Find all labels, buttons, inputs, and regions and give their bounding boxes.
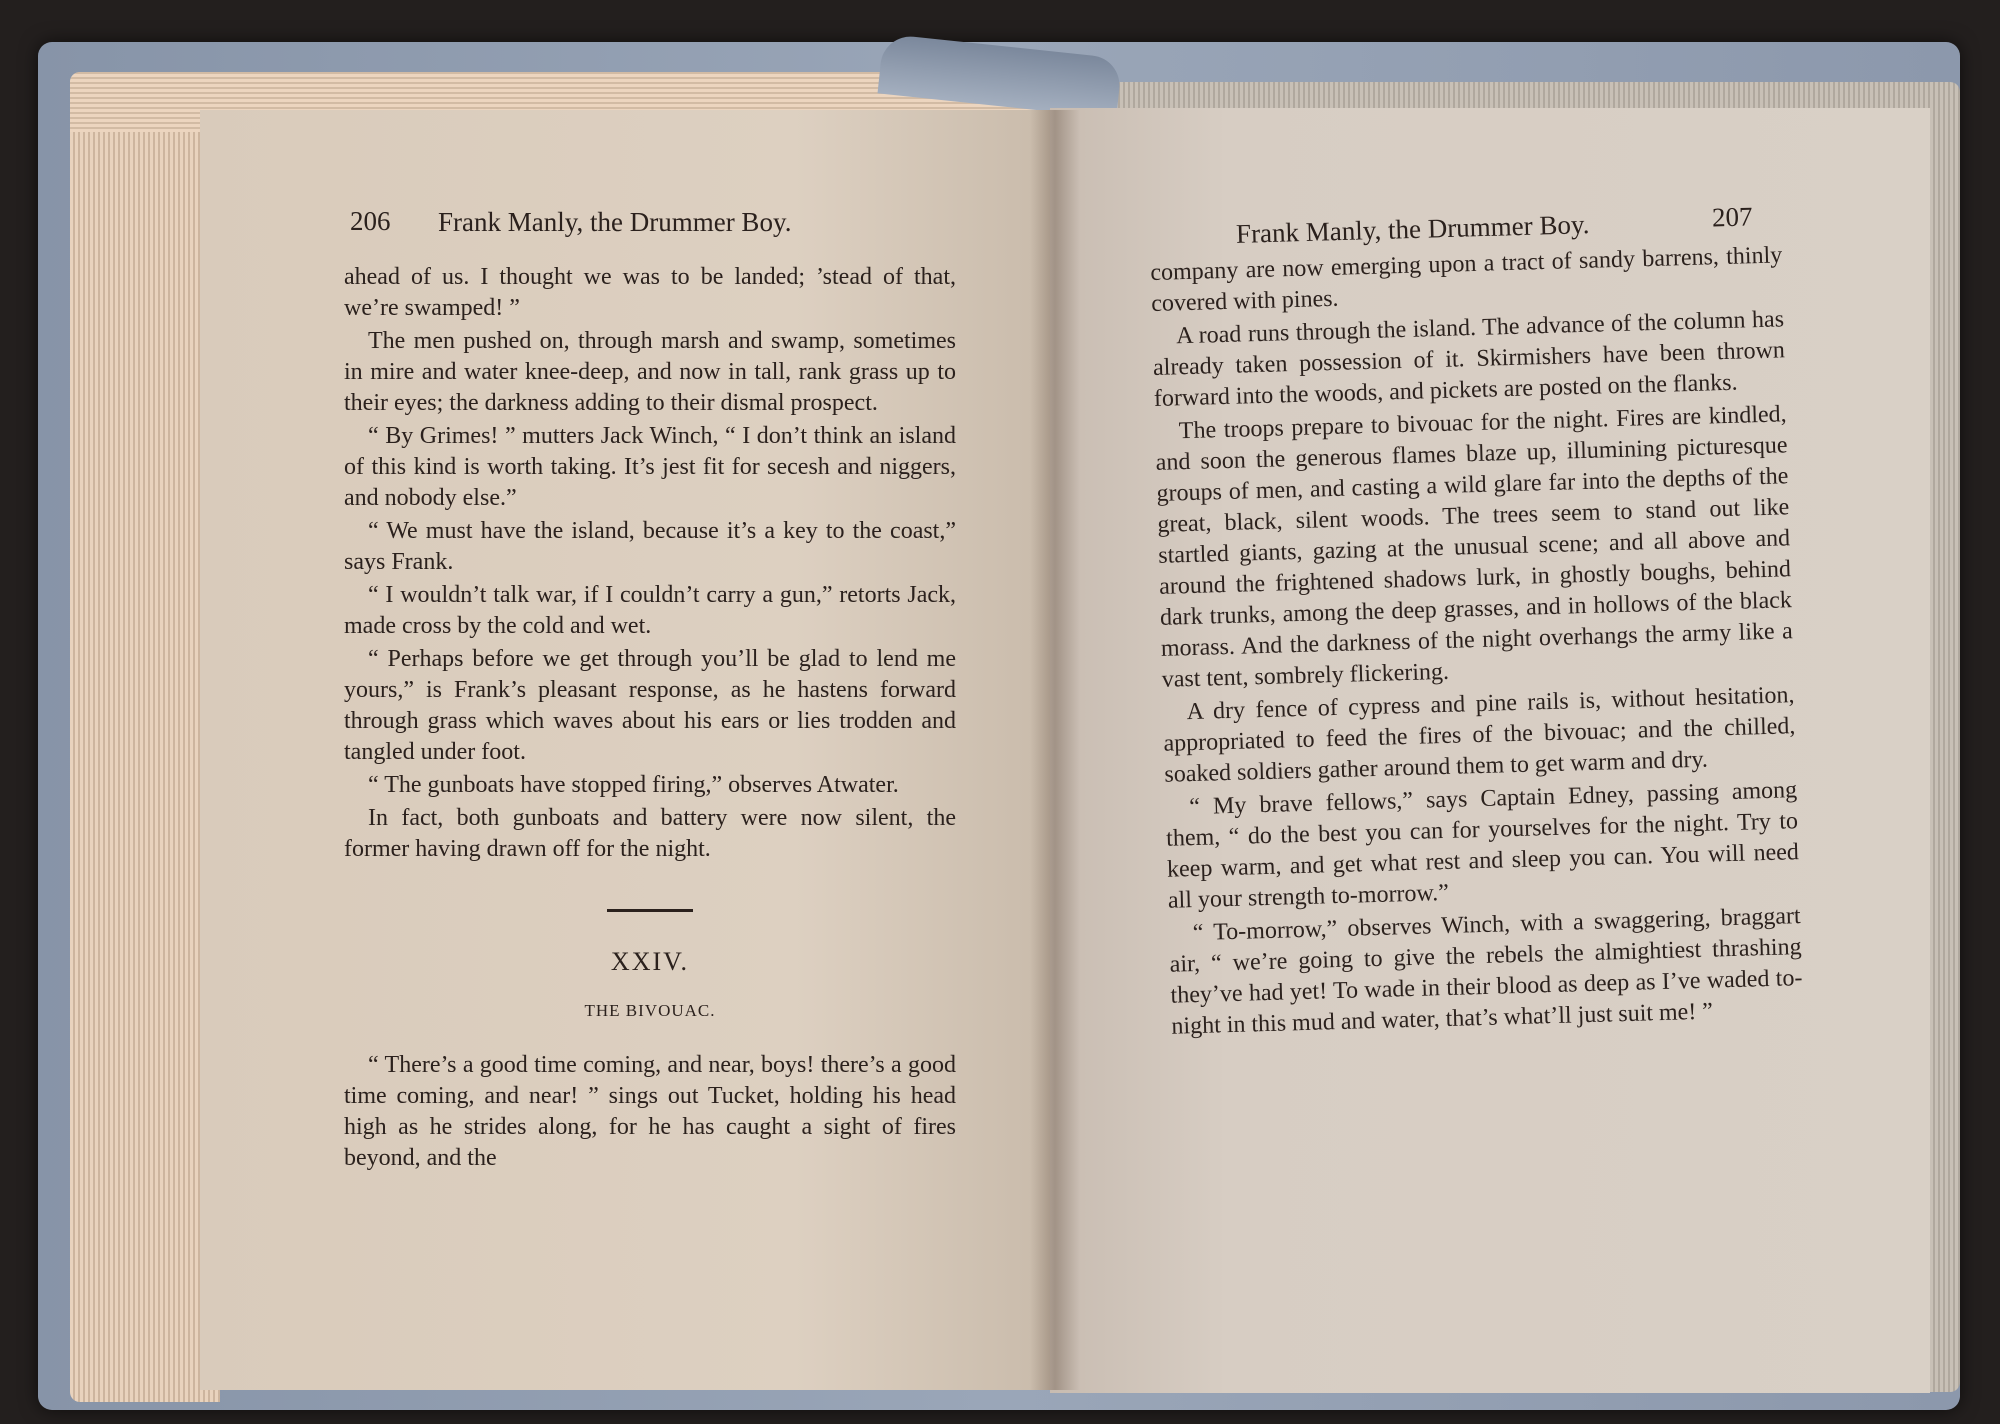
chapter-opening-paragraph: “ There’s a good time coming, and near, boys! there’s a good time coming, and near! ” sings out Tucket, holding his head high as he strides along, for he has caught a sight of fires beyond, and the <box>344 1052 956 1171</box>
chapter-title: THE BIVOUAC. <box>584 1001 716 1020</box>
paragraph: A road runs through the island. The advance of the column has already taken possession of it. Skirmishers have been thrown forward into the woods, and pickets are posted on the flanks. <box>1152 306 1786 412</box>
paragraph: “ The gunboats have stopped firing,” observes Atwater. <box>368 772 899 798</box>
paragraph: company are now emerging upon a tract of sandy barrens, thinly covered with pines. <box>1150 242 1783 317</box>
paragraph: In fact, both gunboats and battery were now silent, the former having drawn off for the night. <box>344 805 956 862</box>
left-running-head: Frank Manly, the Drummer Boy. <box>438 207 792 237</box>
paragraph: “ By Grimes! ” mutters Jack Winch, “ I don’t think an island of this kind is worth taking. It’s jest fit for secesh and niggers, and nobody else.” <box>344 423 956 511</box>
right-page-number: 207 <box>1711 201 1753 233</box>
chapter-divider-rule <box>607 909 693 912</box>
paragraph: “ My brave fellows,” says Captain Edney, passing among them, “ do the best you can for yourselves for the night. Try to keep warm, and get what rest and sleep you can. You will need all your strength to-morrow.” <box>1165 777 1800 914</box>
right-page-text <box>1150 240 1804 1044</box>
chapter-number: XXIV. <box>610 947 690 976</box>
left-page-text <box>344 262 956 1176</box>
paragraph: A dry fence of cypress and pine rails is, without hesitation, appropriated to feed the fires of the bivouac; and the chilled, soaked soldiers gather around them to get warm and dry. <box>1163 682 1796 788</box>
page-gutter <box>1030 110 1080 1390</box>
paragraph: “ We must have the island, because it’s a key to the coast,” says Frank. <box>344 518 956 575</box>
left-page-edges <box>70 72 220 1402</box>
paragraph: “ To-morrow,” observes Winch, with a swaggering, braggart air, “ we’re going to give the rebels the almightiest thrashing they’ve had yet! To wade in their blood as deep as I’ve waded to-night in this mud and water, that’s what’ll just suit me! ” <box>1169 903 1803 1040</box>
paragraph: “ I wouldn’t talk war, if I couldn’t carry a gun,” retorts Jack, made cross by the cold and wet. <box>344 582 956 639</box>
right-running-head: Frank Manly, the Drummer Boy. <box>1235 209 1590 249</box>
paragraph: The troops prepare to bivouac for the night. Fires are kindled, and soon the generous flames blaze up, illumining picturesque groups of men, and casting a wild glare far into the depths of the great, black, silent woods. The trees seem to stand out like startled giants, gazing at the unusual scene; and all above and around the frightened shadows lurk, in ghostly boughs, behind dark trunks, among the deep grasses, and in hollows of the black morass. And the darkness of the night overhangs the army like a vast tent, sombrely flickering. <box>1155 401 1794 693</box>
paragraph: “ Perhaps before we get through you’ll be glad to lend me yours,” is Frank’s pleasant response, as he hastens forward through grass which waves about his ears or lies trodden and tangled under foot. <box>344 646 956 765</box>
paragraph: ahead of us. I thought we was to be landed; ’stead of that, we’re swamped! ” <box>344 264 956 321</box>
paragraph: The men pushed on, through marsh and swamp, sometimes in mire and water knee-deep, and now in tall, rank grass up to their eyes; the darkness adding to their dismal prospect. <box>344 328 956 416</box>
left-page-number: 206 <box>350 206 391 236</box>
